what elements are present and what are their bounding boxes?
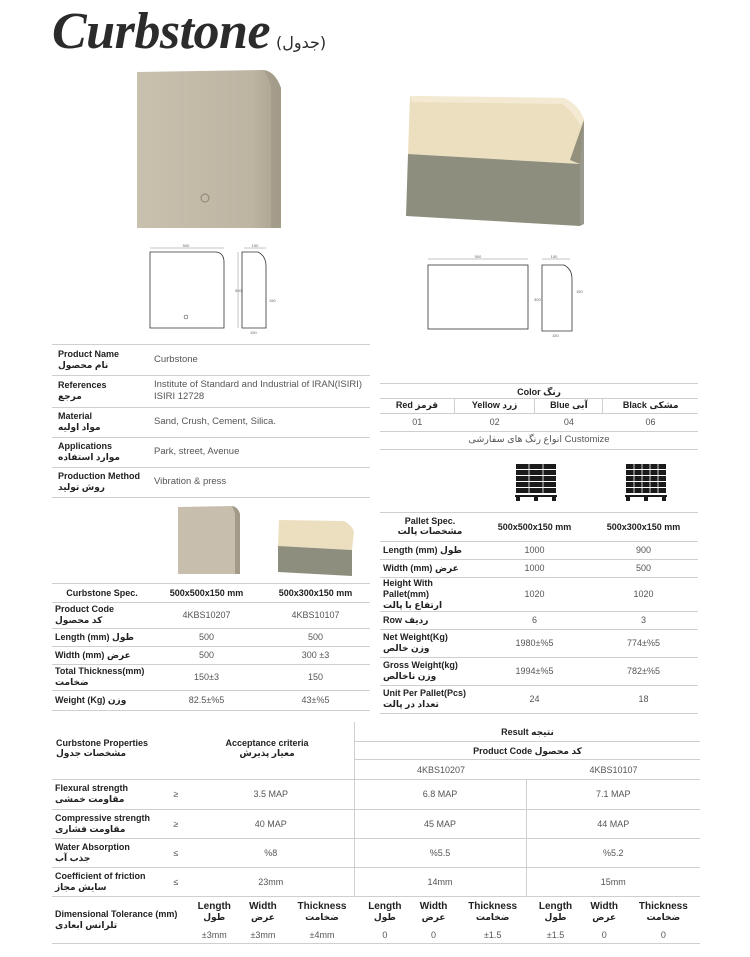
info-value: Sand, Crush, Cement, Silica. (154, 416, 276, 427)
pallet-row-label: Length (mm) (383, 544, 438, 555)
curb-spec-header: Curbstone Spec. (52, 584, 152, 602)
property-result-1: %5.5 (354, 838, 526, 867)
tol-head-fa: عرض (250, 911, 275, 922)
pallet-500x500-icon (514, 462, 558, 502)
tol-value: ±1.5 (456, 927, 529, 944)
pallet-row-label: Gross Weight(kg) (383, 660, 458, 670)
property-criteria: %8 (188, 838, 354, 867)
info-value: Park, street, Avenue (154, 446, 240, 457)
pallet-row-label-fa: عرض (434, 562, 459, 573)
curbstone-500x500-thumb (176, 504, 242, 576)
dim-b-front: 500 (474, 254, 482, 259)
pallet-row-label-fa: تعداد در پالت (383, 699, 439, 709)
property-criteria: 23mm (188, 867, 354, 896)
property-result-1: 45 MAP (354, 809, 526, 838)
color-custom-note: انواع رنگ های سفارشی Customize (380, 432, 698, 450)
property-result-1: 6.8 MAP (354, 780, 526, 809)
title-main: Curbstone (52, 3, 271, 60)
tol-head-fa: ضخامت (305, 911, 339, 922)
curbstone-500x300-photo (404, 90, 590, 230)
curb-row-label-fa: وزن (107, 694, 127, 705)
pallet-500x300-icon (624, 462, 668, 502)
pallet-row-label-fa: طول (440, 544, 462, 555)
curb-row-label: Width (mm) (55, 649, 105, 660)
curb-row-label-fa: کد محصول (55, 615, 103, 625)
property-label: Water Absorption (55, 841, 130, 852)
pallet-cell: 18 (589, 685, 698, 713)
curb-cell: 150±3 (152, 664, 261, 690)
pallet-row-label: Net Weight(Kg) (383, 632, 448, 642)
property-result-1: 14mm (354, 867, 526, 896)
property-result-2: 15mm (526, 867, 700, 896)
pallet-row-label-fa: وزن ناخالص (383, 671, 437, 681)
property-label: Coefficient of friction (55, 870, 146, 881)
property-sign: ≤ (164, 867, 188, 896)
dim-a-side-b: 150 (250, 330, 257, 335)
product-info-table (52, 344, 370, 498)
criteria-header-fa: معیار پذیرش (239, 748, 295, 758)
pallet-row-label: Unit Per Pallet(Pcs) (383, 688, 467, 698)
curb-row-label: Product Code (55, 604, 115, 614)
pallet-header-en: Pallet Spec. (404, 516, 456, 527)
color-yellow-code: 02 (454, 413, 534, 431)
curbstone-500x300-drawing (424, 253, 584, 337)
properties-header-fa: مشخصات جدول (56, 748, 127, 758)
pallet-cell: 782±%5 (589, 657, 698, 685)
pallet-row-label-fa: وزن خالص (383, 643, 430, 653)
pallet-col-1: 500x500x150 mm (480, 513, 589, 541)
curb-spec-col-1: 500x500x150 mm (152, 584, 261, 602)
color-black-code: 06 (603, 413, 698, 431)
curbstone-spec-table (52, 583, 370, 711)
curb-cell: 82.5±%5 (152, 690, 261, 710)
result-header: Result نتیجه (355, 722, 700, 742)
property-label-fa: سایش مجاز (55, 881, 107, 892)
curb-row-label-fa: ضخامت (55, 677, 89, 687)
pallet-cell: 24 (480, 685, 589, 713)
dim-b-side-top: 150 (550, 254, 558, 259)
dim-a-side-top: 150 (251, 243, 259, 248)
product-code-header: Product Code کد محصول (355, 742, 700, 760)
color-yellow-label: Yellow زرد (454, 399, 534, 413)
tol-head-fa: طول (544, 911, 567, 922)
property-result-2: 7.1 MAP (526, 780, 700, 809)
info-row (52, 437, 370, 467)
tol-value: ±3mm (240, 927, 285, 944)
dim-b-side-b: 150 (552, 333, 559, 338)
curb-row-label: Total Thickness(mm) (55, 666, 145, 676)
color-red-label: Red قرمز (380, 399, 454, 413)
property-sign: ≥ (164, 809, 188, 838)
tol-value: 0 (411, 927, 456, 944)
dim-b-side-h: 300 (534, 297, 541, 302)
info-label-fa: مواد اولیه (58, 422, 101, 432)
pallet-col-2: 500x300x150 mm (589, 513, 698, 541)
pallet-cell: 1020 (480, 577, 589, 611)
curb-row-label-fa: طول (112, 631, 134, 642)
curb-cell: 500 (152, 628, 261, 646)
property-label: Compressive strength (55, 812, 151, 823)
pallet-cell: 1980±%5 (480, 629, 589, 657)
tol-value: ±4mm (285, 927, 358, 944)
dim-a-front: 500 (182, 243, 190, 248)
color-title: Color رنگ (380, 383, 698, 399)
property-sign: ≤ (164, 838, 188, 867)
color-red-code: 01 (380, 413, 454, 431)
info-value-2: ISIRI 12728 (154, 391, 205, 402)
tol-head: Thickness (468, 900, 518, 912)
result-code-1: 4KBS10207 (416, 765, 466, 775)
pallet-row-label-fa: ارتفاع با پالت (383, 599, 443, 610)
tol-head: Width (419, 900, 448, 912)
property-label-fa: جذب آب (55, 852, 91, 863)
dim-b-side-r: 150 (576, 289, 583, 294)
info-label-fa: موارد استفاده (58, 452, 120, 462)
property-criteria: 3.5 MAP (188, 780, 354, 809)
title-sub: (جدول) (276, 33, 327, 52)
property-row (52, 780, 700, 809)
info-value: Curbstone (154, 353, 198, 365)
tol-head-fa: عرض (592, 911, 617, 922)
tol-value: ±1.5 (529, 927, 581, 944)
pallet-cell: 774±%5 (589, 629, 698, 657)
criteria-header-en: Acceptance criteria (225, 738, 309, 748)
pallet-cell: 500 (589, 559, 698, 577)
curb-cell: 43±%5 (261, 690, 370, 710)
curb-row-label-fa: عرض (106, 649, 131, 660)
tol-value: 0 (582, 927, 627, 944)
tol-value: 0 (627, 927, 700, 944)
dim-a-side-h: 500 (235, 288, 242, 293)
info-row (52, 407, 370, 437)
properties-header-en: Curbstone Properties (56, 738, 149, 748)
info-value: Institute of Standard and Industrial of IRAN(ISIRI) (154, 379, 363, 390)
tolerance-label: Dimensional Tolerance (mm) (55, 908, 178, 919)
info-row (52, 375, 370, 407)
pallet-cell: 1000 (480, 541, 589, 559)
curb-row-label: Length (mm) (55, 631, 110, 642)
tol-head-fa: ضخامت (646, 911, 681, 922)
color-black-label: Black مشکی (603, 399, 698, 413)
property-criteria: 40 MAP (188, 809, 354, 838)
property-row (52, 867, 700, 896)
color-table (380, 383, 698, 450)
tol-head: Length (368, 900, 402, 912)
pallet-cell: 900 (589, 541, 698, 559)
tol-head-fa: طول (373, 911, 396, 922)
info-label-fa: روش تولید (58, 482, 105, 492)
info-label-en: Product Name (58, 348, 120, 359)
property-row (52, 809, 700, 838)
info-value: Vibration & press (154, 476, 227, 487)
curb-cell: 300 ±3 (261, 646, 370, 664)
property-label-fa: مقاومت فشاری (55, 823, 126, 834)
tol-head: Length (197, 900, 231, 912)
tol-value: ±3mm (188, 927, 240, 944)
color-blue-code: 04 (535, 413, 603, 431)
info-label-en: Material (58, 411, 93, 421)
pallet-row-label: Width (mm) (383, 562, 433, 573)
tol-head-fa: عرض (421, 911, 446, 922)
tolerance-table (52, 897, 700, 945)
curb-cell: 150 (261, 664, 370, 690)
property-label: Flexural strength (55, 783, 129, 794)
curb-cell: 4KBS10207 (152, 602, 261, 628)
properties-table (52, 722, 700, 944)
page-title (52, 2, 326, 62)
pallet-row-label-fa: ردیف (404, 614, 429, 625)
info-label-en: References (58, 380, 107, 390)
info-row (52, 345, 370, 375)
dim-a-side-r: 150 (269, 298, 276, 303)
info-label-en: Applications (58, 441, 113, 451)
tol-head-fa: ضخامت (475, 911, 510, 922)
tol-head: Thickness (638, 900, 688, 912)
curb-cell: 500 (261, 628, 370, 646)
info-label-fa: نام محصول (58, 359, 109, 370)
info-row (52, 467, 370, 497)
curbstone-500x300-thumb (276, 516, 358, 578)
tol-head: Length (538, 900, 573, 912)
info-label-en: Production Method (58, 471, 140, 481)
tol-head: Width (590, 900, 619, 912)
property-row (52, 838, 700, 867)
property-result-2: 44 MAP (526, 809, 700, 838)
pallet-spec-table (380, 512, 698, 714)
pallet-cell: 1994±%5 (480, 657, 589, 685)
pallet-cell: 6 (480, 611, 589, 629)
tol-head: Thickness (297, 900, 347, 912)
tol-value: 0 (359, 927, 411, 944)
curb-cell: 4KBS10107 (261, 602, 370, 628)
color-blue-label: Blue آبی (535, 399, 603, 413)
tol-head-fa: طول (203, 911, 226, 922)
curbstone-500x500-photo (135, 68, 285, 230)
curb-row-label: Weight (Kg) (55, 694, 106, 705)
pallet-cell: 3 (589, 611, 698, 629)
curbstone-500x500-drawing (146, 242, 276, 335)
property-result-2: %5.2 (526, 838, 700, 867)
tol-head: Width (249, 900, 277, 912)
pallet-header-fa: مشخصات پالت (397, 526, 463, 537)
curb-spec-col-2: 500x300x150 mm (261, 584, 370, 602)
pallet-cell: 1000 (480, 559, 589, 577)
info-label-fa: مرجع (58, 391, 82, 401)
curb-cell: 500 (152, 646, 261, 664)
tolerance-label-fa: تلرانس ابعادی (55, 919, 118, 930)
property-sign: ≥ (164, 780, 188, 809)
result-code-2: 4KBS10107 (589, 765, 638, 775)
pallet-row-label: Height With Pallet(mm) (383, 577, 433, 599)
pallet-cell: 1020 (589, 577, 698, 611)
pallet-row-label: Row (383, 614, 402, 625)
property-label-fa: مقاومت خمشی (55, 794, 125, 805)
